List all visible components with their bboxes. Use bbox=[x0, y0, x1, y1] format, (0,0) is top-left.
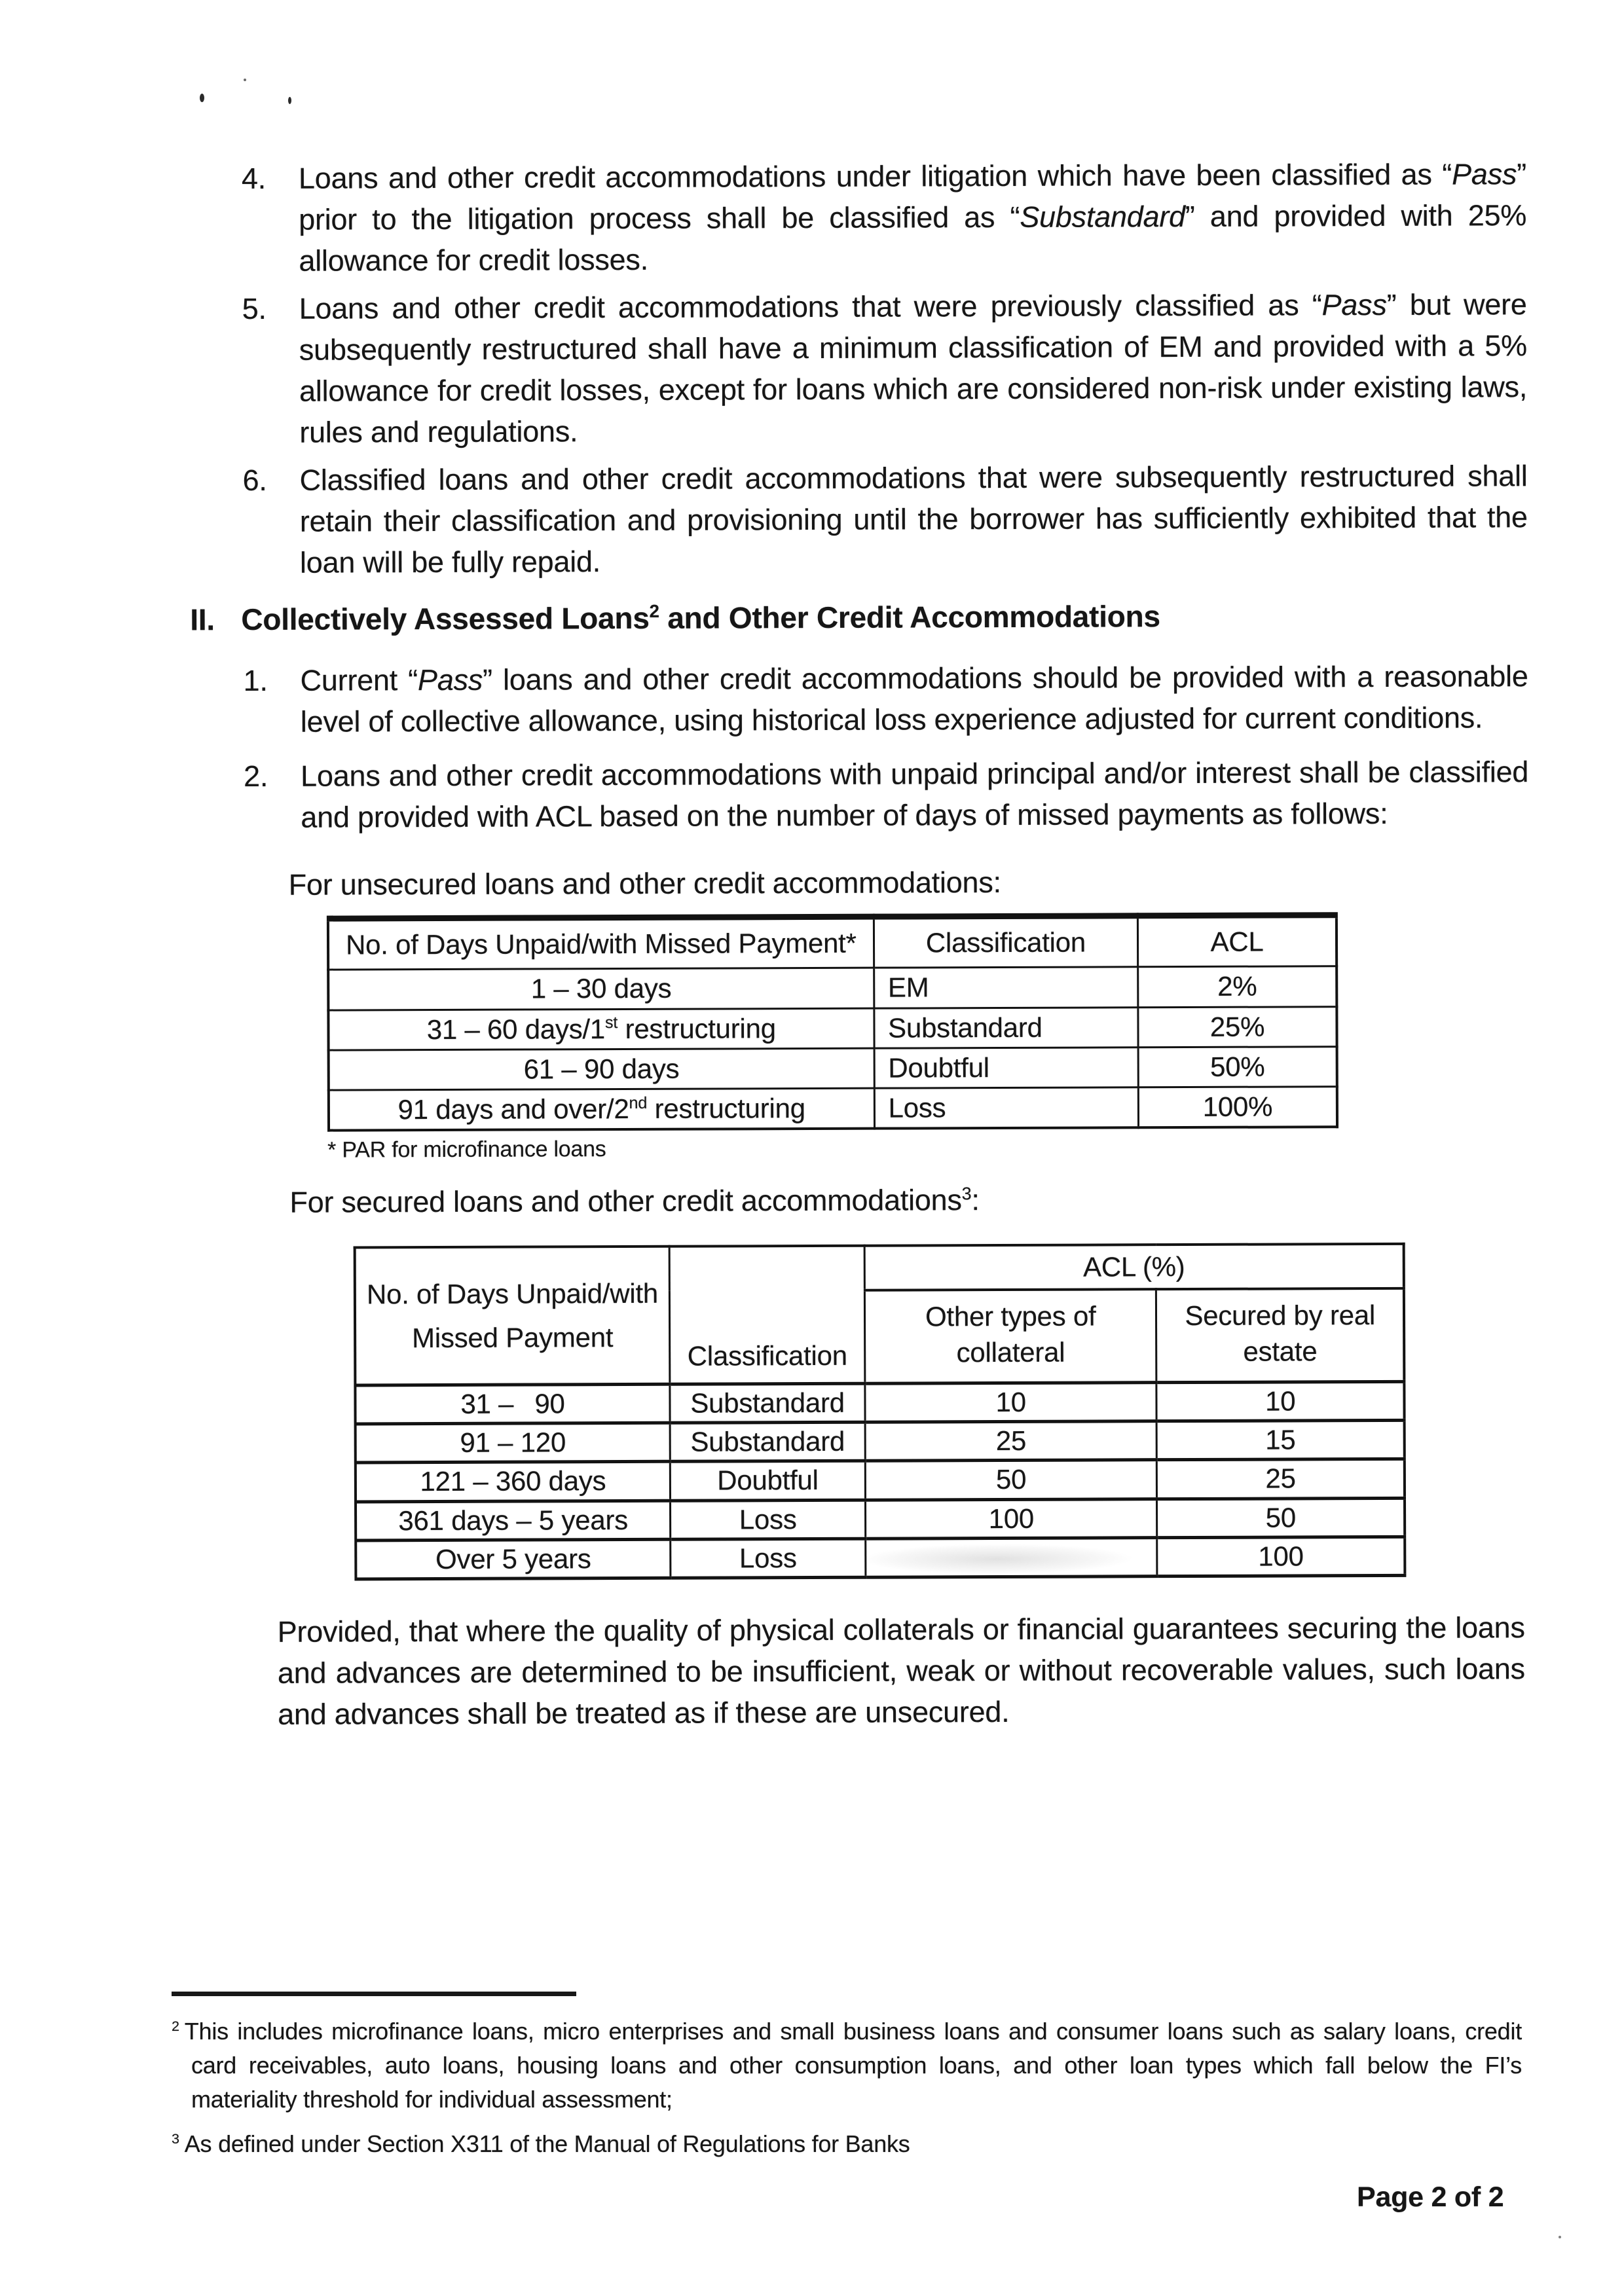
list-item-number: 2. bbox=[244, 759, 268, 793]
table-row bbox=[329, 1087, 1337, 1131]
footnotes-section bbox=[172, 1992, 1522, 2161]
table-footnote: * PAR for microfinance loans bbox=[327, 1137, 606, 1163]
list-item-2 bbox=[244, 751, 1624, 838]
list-item-text: Loans and other credit accommodations that were previously classified as “Pass” but were subsequently restructured shall have a minimum classification of EM and provided with a 5% allowance for credit losses, except for loans which are considered non-risk under existing laws, rules and regulations. bbox=[299, 287, 1528, 449]
list-item-text: Loans and other credit accommodations with unpaid principal and/or interest shall be classified and provided with ACL based on the number of days of missed payments as follows: bbox=[301, 755, 1529, 834]
cell-days: 31 – 90 bbox=[355, 1384, 670, 1424]
list-item-number: 4. bbox=[241, 161, 267, 196]
list-item-text: Loans and other credit accommodations under litigation which have been classified as “Pass” prior to the litigation process shall be classified as “Substandard” and provided with 25% allowance for credit losses. bbox=[298, 157, 1527, 278]
header-acl-group: ACL (%) bbox=[864, 1244, 1404, 1290]
list-item-number: 6. bbox=[242, 463, 267, 498]
list-item-1 bbox=[244, 655, 1624, 742]
table-row bbox=[328, 1006, 1337, 1050]
proviso-paragraph: Provided, that where the quality of physical collaterals or financial guarantees securing the loans and advances are determined to be insufficient, weak or without recoverable values, such loans and advances shall be treated as if these are unsecured. bbox=[277, 1611, 1525, 1732]
table-header-row bbox=[328, 915, 1337, 970]
footnote-marker: 2 bbox=[172, 2018, 179, 2035]
cell-days: Over 5 years bbox=[356, 1539, 671, 1579]
secured-loans-table bbox=[354, 1243, 1407, 1580]
cell-acl-other: 25 bbox=[865, 1421, 1157, 1461]
cell-classification: Substandard bbox=[670, 1383, 865, 1423]
header-other-collateral: Other types of collateral bbox=[864, 1290, 1156, 1383]
cell-classification: Loss bbox=[874, 1087, 1139, 1129]
footnote-text: This includes microfinance loans, micro enterprises and small business loans and consumer loans such as salary loans, credit card receivables, auto loans, housing loans and other consumption loans, and other loan types which fall below the FI’s materiality threshold for individual assessment; bbox=[184, 2018, 1522, 2113]
scan-speck bbox=[1559, 2236, 1561, 2238]
list-item-text: Current “Pass” loans and other credit accommodations should be provided with a reasonable level of collective allowance, using historical loss experience adjusted for current conditions. bbox=[300, 659, 1528, 738]
table-row bbox=[356, 1459, 1405, 1502]
header-days: No. of Days Unpaid/with Missed Payment* bbox=[328, 917, 874, 970]
cell-acl: 100% bbox=[1138, 1087, 1337, 1128]
unsecured-intro: For unsecured loans and other credit accommodations: bbox=[288, 866, 1001, 902]
list-item-text: Classified loans and other credit accommodations that were subsequently restructured shall retain their classification and provisioning until the borrower has sufficiently exhibited that the loan will be fully repaid. bbox=[299, 459, 1528, 579]
list-item-number: 1. bbox=[243, 663, 268, 698]
list-item-number: 5. bbox=[242, 291, 267, 326]
cell-acl-other: 50 bbox=[865, 1460, 1157, 1500]
cell-acl-real-estate: 100 bbox=[1157, 1537, 1405, 1576]
cell-days: 91 – 120 bbox=[356, 1423, 671, 1463]
cell-acl-other: 10 bbox=[865, 1382, 1157, 1422]
page-number: Page 2 of 2 bbox=[1357, 2181, 1504, 2213]
section-heading bbox=[190, 594, 1624, 641]
cell-acl-real-estate: 25 bbox=[1157, 1459, 1405, 1499]
table-row bbox=[328, 966, 1337, 1010]
cell-classification: Doubtful bbox=[874, 1048, 1139, 1089]
cell-days: 121 – 360 days bbox=[356, 1462, 671, 1502]
footnote-rule bbox=[172, 1992, 576, 1996]
header-classification: Classification bbox=[669, 1246, 865, 1384]
cell-acl: 2% bbox=[1138, 966, 1337, 1007]
header-acl: ACL bbox=[1137, 915, 1337, 967]
header-days: No. of Days Unpaid/with Missed Payment bbox=[355, 1247, 670, 1385]
table-row bbox=[329, 1047, 1337, 1091]
cell-classification: Substandard bbox=[670, 1422, 865, 1461]
table-header-row bbox=[355, 1244, 1404, 1292]
header-classification: Classification bbox=[874, 916, 1138, 968]
cell-classification: Loss bbox=[671, 1539, 866, 1578]
list-item-4 bbox=[242, 153, 1624, 282]
cell-classification: Doubtful bbox=[670, 1461, 865, 1500]
secured-intro: For secured loans and other credit accommodations$^3$: bbox=[289, 1183, 980, 1220]
table-row bbox=[355, 1381, 1404, 1424]
footnote-text: As defined under Section X311 of the Manual of Regulations for Banks bbox=[184, 2130, 910, 2157]
footnote-3 bbox=[172, 2127, 1522, 2161]
cell-days: 361 days – 5 years bbox=[356, 1501, 671, 1540]
table-row bbox=[356, 1537, 1405, 1579]
cell-classification: Substandard bbox=[874, 1007, 1139, 1048]
footnote-marker: 3 bbox=[172, 2130, 179, 2147]
table-row bbox=[356, 1420, 1405, 1463]
cell-days: 91 days and over/2nd restructuring bbox=[329, 1088, 874, 1131]
table-row bbox=[356, 1498, 1405, 1540]
cell-acl-other bbox=[866, 1538, 1158, 1578]
section-number: II. bbox=[190, 602, 215, 637]
cell-days: 1 – 30 days bbox=[328, 968, 874, 1010]
list-item-5 bbox=[242, 283, 1624, 453]
unsecured-loans-table bbox=[327, 912, 1338, 1132]
cell-acl-other: 100 bbox=[866, 1499, 1158, 1539]
cell-days: 61 – 90 days bbox=[329, 1048, 874, 1090]
cell-acl-real-estate: 10 bbox=[1156, 1381, 1404, 1421]
header-real-estate: Secured by real estate bbox=[1156, 1288, 1405, 1382]
cell-days: 31 – 60 days/1st restructuring bbox=[328, 1008, 874, 1050]
footnote-2 bbox=[172, 2014, 1522, 2117]
list-item-6 bbox=[242, 455, 1624, 583]
cell-acl: 25% bbox=[1138, 1006, 1337, 1047]
cell-acl-real-estate: 50 bbox=[1157, 1498, 1405, 1538]
cell-classification: EM bbox=[874, 967, 1138, 1008]
cell-acl-real-estate: 15 bbox=[1156, 1420, 1404, 1460]
section-title: Collectively Assessed Loans$^2$ and Other Credit Accommodations bbox=[241, 599, 1160, 637]
cell-acl: 50% bbox=[1138, 1047, 1337, 1087]
cell-classification: Loss bbox=[671, 1500, 866, 1539]
